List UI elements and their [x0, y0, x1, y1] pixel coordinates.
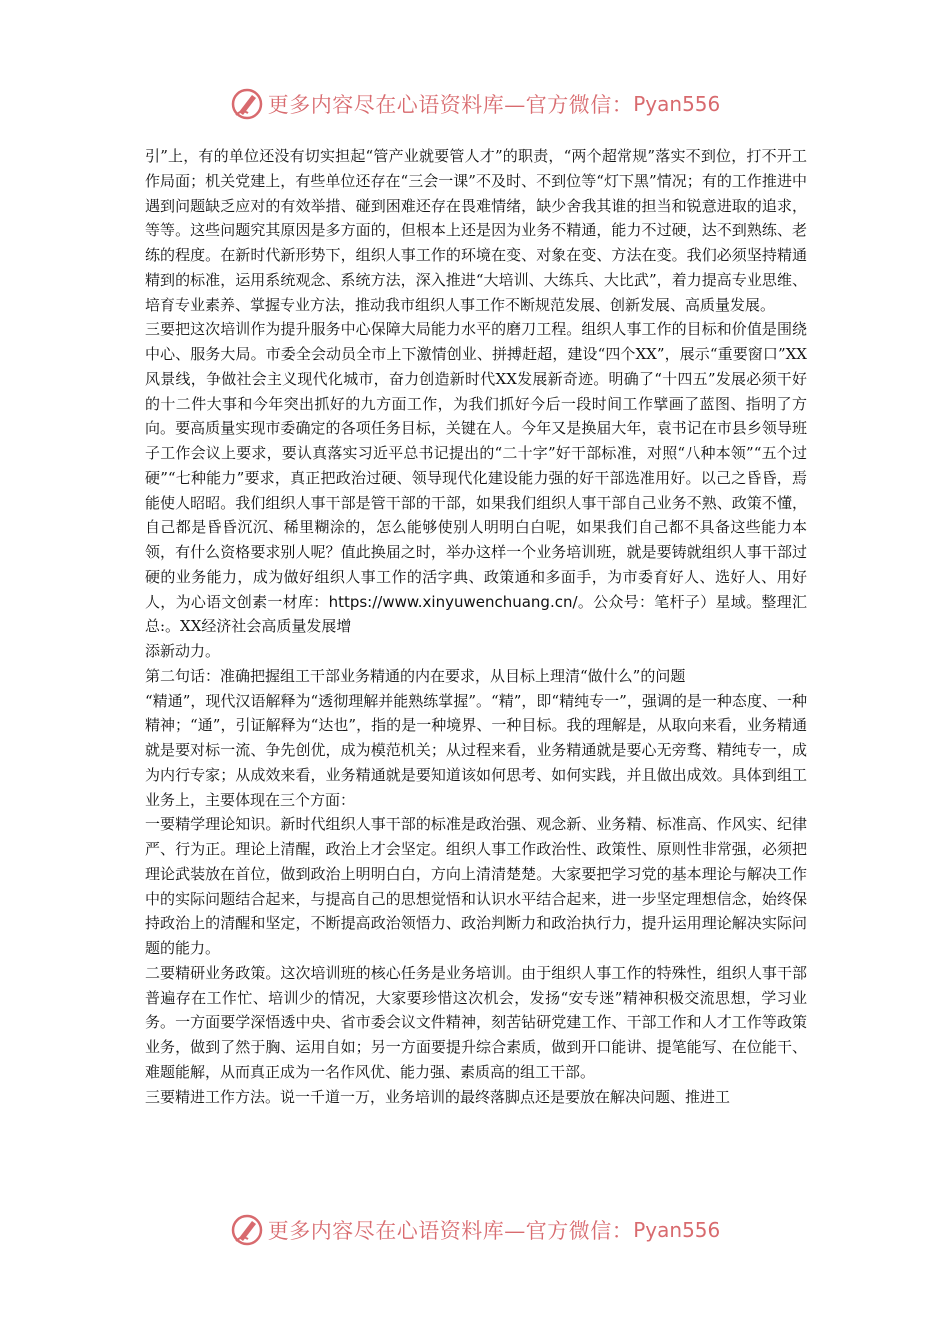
section-heading: 第二句话：准确把握组工干部业务精通的内在要求，从目标上理清“做什么”的问题 — [145, 666, 686, 685]
banner-text: 更多内容尽在心语资料库—官方微信： — [267, 1219, 634, 1243]
paragraph: 一要精学理论知识。新时代组织人事干部的标准是政治强、观念新、业务精、标准高、作风实、纪律严、行为正。理论上清醒，政治上才会坚定。组织人事工作政治性、政策性、原则性非常强，必须把理论武装放在首位，做到政治上明明白白，方向上清清楚楚。大家要把学习党的基本理论与解决工作中的实际问题结合起来，与提高自己的思想觉悟和认识水平结合起来，进一步坚定理想信念，始终保持政治上的清醒和坚定，不断提高政治领悟力、政治判断力和政治执行力，提升运用理论解决实际问题的能力。 — [145, 815, 807, 957]
paragraph — [145, 317, 807, 639]
paragraph: 引”上，有的单位还没有切实担起“管产业就要管人才”的职责，“两个超常规”落实不到位，打不开工作局面；机关党建上，有些单位还存在“三会一课”不及时、不到位等“灯下黑”情况；有的工作推进中遇到问题缺乏应对的有效举措、碰到困难还存在畏难情绪，缺少舍我其谁的担当和锐意进取的追求，等等。这些问题究其原因是多方面的，但根本上还是因为业务不精通，能力不过硬，达不到熟练、老练的程度。在新时代新形势下，组织人事工作的环境在变、对象在变、方法在变。我们必须坚持精通精到的标准，运用系统观念、系统方法，深入推进“大培训、大练兵、大比武”，着力提高专业思维、培育专业素养、掌握专业方法，推动我市组织人事工作不断规范发展、创新发展、高质量发展。 — [145, 147, 807, 314]
paragraph-text: 。公众号：笔杆子）星域。整理汇总:。XX经济社会高质量发展增 — [145, 592, 807, 636]
paragraph-text: 三要把这次培训作为提升服务中心保障大局能力水平的磨刀工程。组织人事工作的目标和价值是围绕中心、服务大局。市委全会动员全市上下激情创业、拼搏赶超，建设“四个XX”，展示“重要窗口”XX风景线，争做社会主义现代化城市，奋力创造新时代XX发展新奇迹。明确了“十四五”发展必须干好的十二件大事和今年突出抓好的九方面工作，为我们抓好今后一段时间工作擘画了蓝图、指明了方向。要高质量实现市委确定的各项任务目标，关键在人。今年又是换届大年，袁书记在市县乡领导班子工作会议上要求，要认真落实习近平总书记提出的“二十字”好干部标准，对照“八种本领”“五个过硬”“七种能力”要求，真正把政治过硬、领导现代化建设能力强的好干部选准用好。以己之昏昏，焉能使人昭昭。我们组织人事干部是管干部的干部，如果我们组织人事干部自己业务不熟、政策不懂，自己都是昏昏沉沉、稀里糊涂的，怎么能够使别人明明白白呢，如果我们自己都不具备这些能力本领，有什么资格要求别人呢？值此换届之时，举办这样一个业务培训班，就是要铸就组织人事干部过硬的业务能力，成为做好组织人事工作的活字典、政策通和多面手，为市委育好人、选好人、用好人，为心语文创素一材库： — [145, 320, 807, 611]
banner-handle: Pyan556 — [633, 92, 721, 116]
paragraph: 二要精研业务政策。这次培训班的核心任务是业务培训。由于组织人事工作的特殊性，组织人事干部普遍存在工作忙、培训少的情况，大家要珍惜这次机会，发扬“安专迷”精神积极交流思想，学习业务。一方面要学深悟透中央、省市委会议文件精神，刻苦钻研党建工作、干部工作和人才工作等政策业务，做到了然于胸、运用自如；另一方面要提升综合素质，做到开口能讲、提笔能写、在位能干、难题能解，从而真正成为一名作风优、能力强、素质高的组工干部。 — [145, 963, 807, 1081]
logo-icon — [230, 87, 264, 121]
paragraph: 三要精进工作方法。说一千道一万，业务培训的最终落脚点还是要放在解决问题、推进工 — [145, 1087, 731, 1106]
watermark-banner-bottom — [0, 1210, 950, 1250]
document-body — [145, 144, 807, 1109]
paragraph: 添新动力。 — [145, 642, 221, 660]
banner-text: 更多内容尽在心语资料库—官方微信： — [267, 93, 634, 117]
watermark-banner-top — [0, 84, 950, 124]
logo-icon — [230, 1213, 264, 1247]
url-link[interactable]: https://www.xinyuwenchuang.cn/ — [328, 592, 578, 611]
paragraph: “精通”，现代汉语解释为“透彻理解并能熟练掌握”。“精”，即“精纯专一”，强调的是一种态度、一种精神；“通”，引证解释为“达也”，指的是一种境界、一种目标。我的理解是，从取向来看，业务精通就是要对标一流、争先创优，成为模范机关；从过程来看，业务精通就是要心无旁骛、精纯专一，成为内行专家；从成效来看，业务精通就是要知道该如何思考、如何实践，并且做出成效。具体到组工业务上，主要体现在三个方面： — [145, 691, 807, 809]
banner-handle: Pyan556 — [633, 1218, 721, 1242]
